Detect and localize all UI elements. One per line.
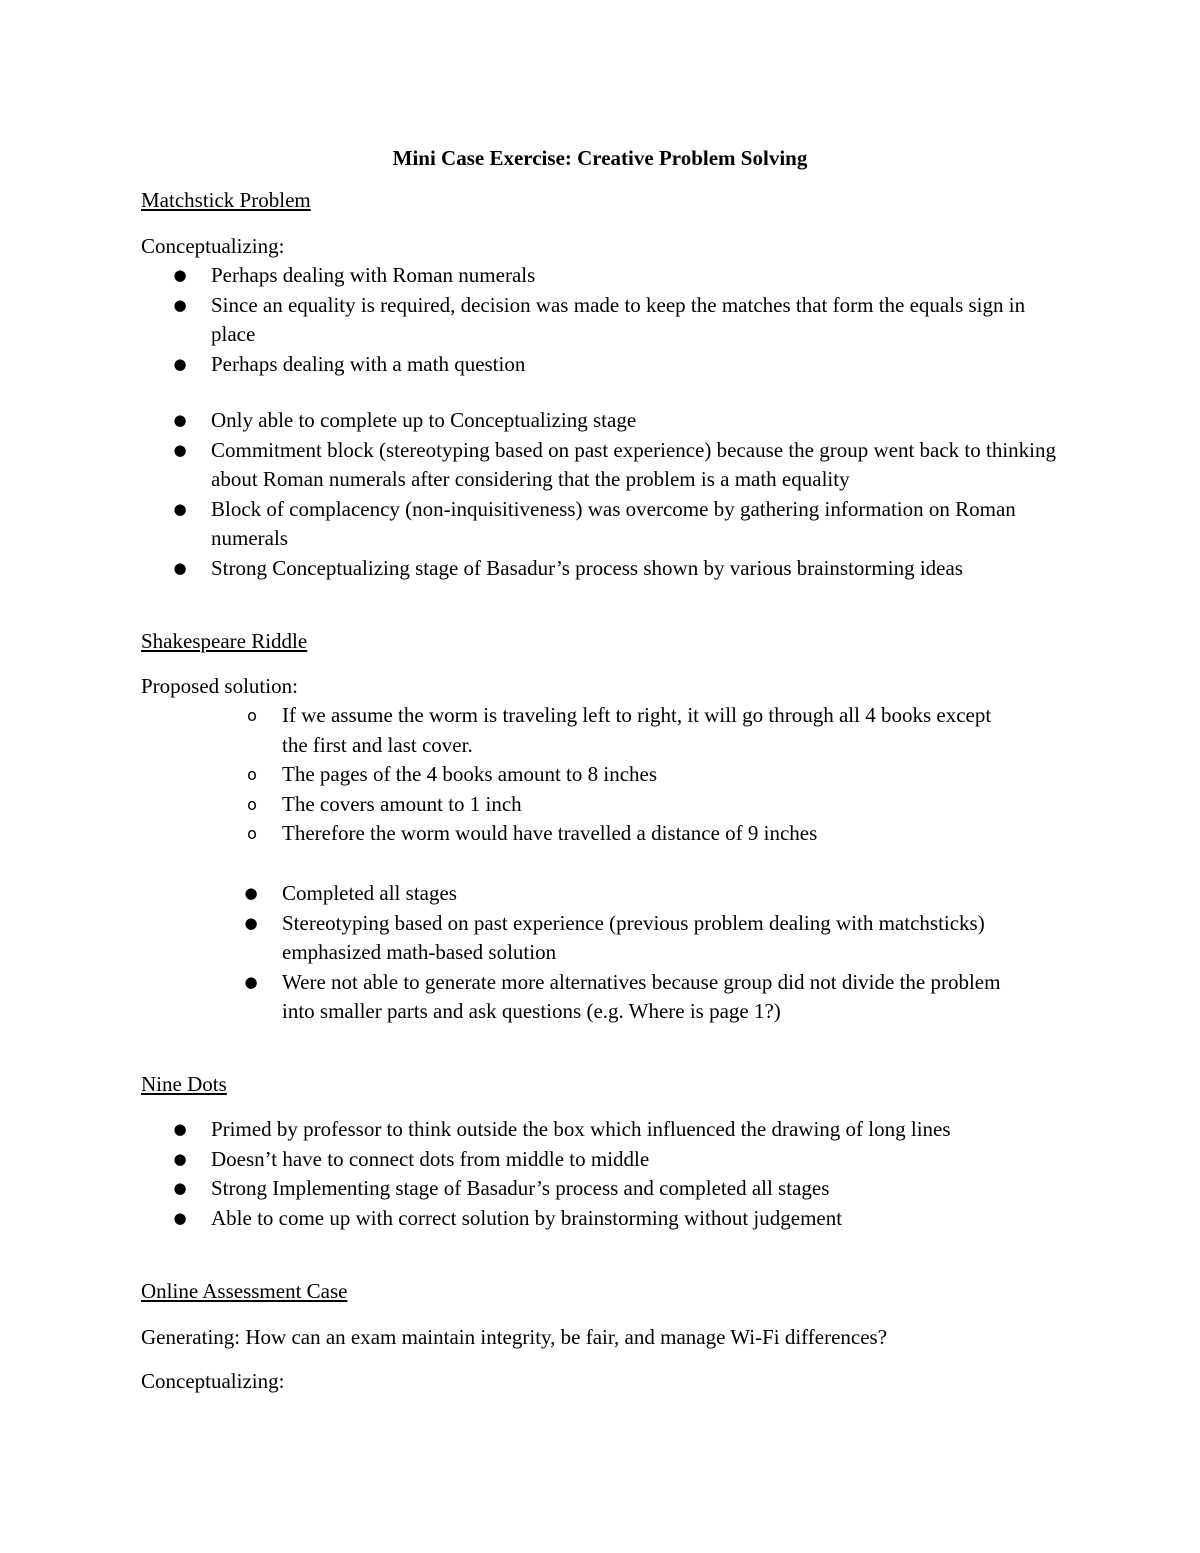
proposed-solution-label: Proposed solution: [141, 674, 298, 698]
list-item: ● Able to come up with correct solution by brainstorming without judgement [211, 1204, 1071, 1234]
list-item: o Therefore the worm would have travelled a distance of 9 inches [282, 819, 1022, 849]
list-item: ● Perhaps dealing with Roman numerals [211, 261, 1071, 291]
bullet-icon: ● [173, 558, 187, 577]
bullet-icon: ● [244, 972, 258, 991]
list-item: ● Stereotyping based on past experience (previous problem dealing with matchsticks) emphasized math-based solution [282, 909, 1022, 968]
bullet-icon: ● [173, 1179, 187, 1197]
generating-text: Generating: How can an exam maintain integrity, be fair, and manage Wi-Fi differences? [141, 1325, 888, 1349]
list-item: o If we assume the worm is traveling left to right, it will go through all 4 books except the first and last cover. [282, 701, 1022, 760]
nine-dots-list [173, 1115, 1071, 1233]
list-item: ● Doesn’t have to connect dots from middle to middle [211, 1145, 1071, 1175]
list-item: ● Commitment block (stereotyping based on past experience) because the group went back to thinking about Roman numerals after considering that the problem is a math equality [211, 436, 1071, 495]
list-item: ● Since an equality is required, decision was made to keep the matches that form the equals sign in place [211, 291, 1071, 350]
bullet-icon: ● [173, 1208, 187, 1227]
bullet-icon: ● [173, 440, 187, 459]
matchstick-list-b [173, 406, 1071, 583]
bullet-icon: ● [173, 411, 187, 429]
list-item: ● Were not able to generate more alternatives because group did not divide the problem into smaller parts and ask questions (e.g. Where is page 1?) [282, 968, 1022, 1027]
bullet-icon: ● [244, 913, 258, 932]
shakespeare-notes-list [244, 879, 1022, 1027]
list-item: ● Block of complacency (non-inquisitiveness) was overcome by gathering information on Roman numerals [211, 495, 1071, 554]
bullet-icon: ● [173, 1120, 187, 1138]
bullet-icon: ● [173, 499, 187, 518]
bullet-icon: ● [173, 295, 187, 314]
bullet-icon: ● [173, 266, 187, 284]
document-title: Mini Case Exercise: Creative Problem Solving [392, 146, 808, 170]
section-heading-online-assessment: Online Assessment Case [141, 1279, 348, 1303]
list-item: ● Only able to complete up to Conceptualizing stage [211, 406, 1071, 436]
circle-bullet-icon: o [247, 706, 257, 725]
list-item: o The pages of the 4 books amount to 8 inches [282, 760, 1022, 790]
section-heading-nine-dots: Nine Dots [141, 1072, 227, 1096]
section-heading-shakespeare: Shakespeare Riddle [141, 629, 308, 653]
list-item: ● Completed all stages [282, 879, 1022, 909]
online-conceptualizing-label: Conceptualizing: [141, 1369, 285, 1393]
conceptualizing-label: Conceptualizing: [141, 234, 285, 258]
list-item: ● Primed by professor to think outside the box which influenced the drawing of long lines [211, 1115, 1071, 1145]
list-item: ● Perhaps dealing with a math question [211, 350, 1071, 380]
matchstick-list-a [173, 261, 1071, 379]
bullet-icon: ● [173, 1149, 187, 1168]
bullet-icon: ● [244, 884, 258, 902]
list-item: ● Strong Implementing stage of Basadur’s process and completed all stages [211, 1174, 1071, 1204]
circle-bullet-icon: o [247, 824, 257, 843]
bullet-icon: ● [173, 354, 187, 373]
list-item: o The covers amount to 1 inch [282, 790, 1022, 820]
section-heading-matchstick: Matchstick Problem [141, 188, 311, 212]
circle-bullet-icon: o [247, 794, 257, 814]
solution-list [247, 701, 1022, 849]
circle-bullet-icon: o [247, 765, 257, 784]
list-item: ● Strong Conceptualizing stage of Basadur’s process shown by various brainstorming ideas [211, 554, 1071, 584]
